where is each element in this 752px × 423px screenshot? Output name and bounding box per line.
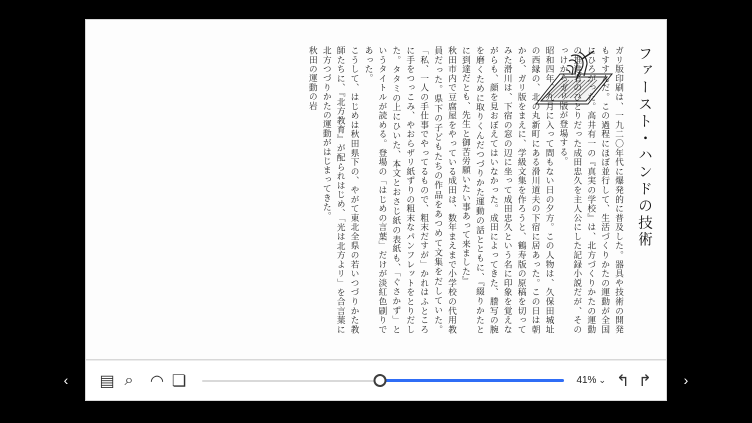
page-column-5: 秋田の運動の岩 bbox=[307, 46, 318, 111]
headphones-icon[interactable]: ◠ bbox=[150, 372, 164, 390]
bookmark-icon[interactable]: ❏ bbox=[171, 372, 187, 390]
page-title: ファースト・ハンドの技術 bbox=[636, 46, 652, 249]
reader-page-view[interactable] bbox=[86, 20, 666, 360]
page-column-4: こうして、はじめは秋田県下の、やがて東北全県の若いつづりかた教師たちに、『北方教育』が配られはじめ、「光は北方よリ」を合言葉に北方つづりかたの運動がはじまってきた。 bbox=[321, 46, 360, 334]
redo-icon[interactable]: ↱ bbox=[638, 372, 652, 390]
document-page bbox=[86, 20, 666, 360]
page-scrubber[interactable] bbox=[202, 370, 564, 392]
chevron-down-icon[interactable]: ⌄ bbox=[598, 375, 606, 385]
previous-page-button[interactable]: ‹ bbox=[63, 372, 69, 388]
scrubber-handle[interactable] bbox=[373, 374, 386, 387]
next-page-button[interactable]: › bbox=[683, 372, 689, 388]
page-text-block bbox=[104, 46, 652, 334]
page-column-3: 秋田市内で豆腐屋をやっている成田は、数年まえまで小学校の代用教員だった。県下の子どもたちの作品をあつめて文集をだしていた。「私、一人の手仕事でやってるもので、粗末だすが」かれはふところに手をつっこみ、やおらザリ紙ずりの粗末なパンフレットをとりだした。タタミの上にひいた、本文とおさじ紙の表紙も、「ぐさかず」というタイトルが読める。登場の「はじめの言葉」だけが淡紅色刷りであった。 bbox=[363, 46, 457, 334]
scrubber-fill bbox=[380, 379, 565, 382]
undo-icon[interactable]: ↰ bbox=[616, 372, 630, 390]
zoom-level-label: 41% bbox=[576, 375, 597, 386]
reader-toolbar bbox=[86, 360, 666, 400]
page-column-1: ガリ版印刷は、一九二〇年代に爆発的に普及した。器具や技術の開発もすすんだ。この過程にほぼ並行して、生活づくりかたの運動が全国にひろがった。高井有一の『真実の学校』は、北方づくりかたの運動の推進者のひとりだった成田忠久を主人公にした記録小説だが、そのっけからガリ版が登場する。 bbox=[557, 46, 624, 334]
page-column-2: 昭和四年、九月に入って間もない日の夕方。この人物は、久保田城址の西縁の、北の丸新町にある滑川道夫の下宿に居あった。この日は朝から、ガリ版をまえに、学級文集を作ろうと、鶴寿版の原稿を切ってみた滑川は、下宿の窓の辺に坐って成田忠久という名に印象を覚えながらも、顔を見おぼえてはいなかった。成田によってきた、謄写の腕を磨くために取りくんだつづりかた運動の話とともに、『綴りかたとに到達だとも、先生と御苦労願いたい事あって来ました』 bbox=[460, 46, 554, 334]
thumbnails-icon[interactable]: ▤ bbox=[99, 372, 115, 390]
search-icon[interactable]: ⌕ bbox=[124, 371, 134, 389]
